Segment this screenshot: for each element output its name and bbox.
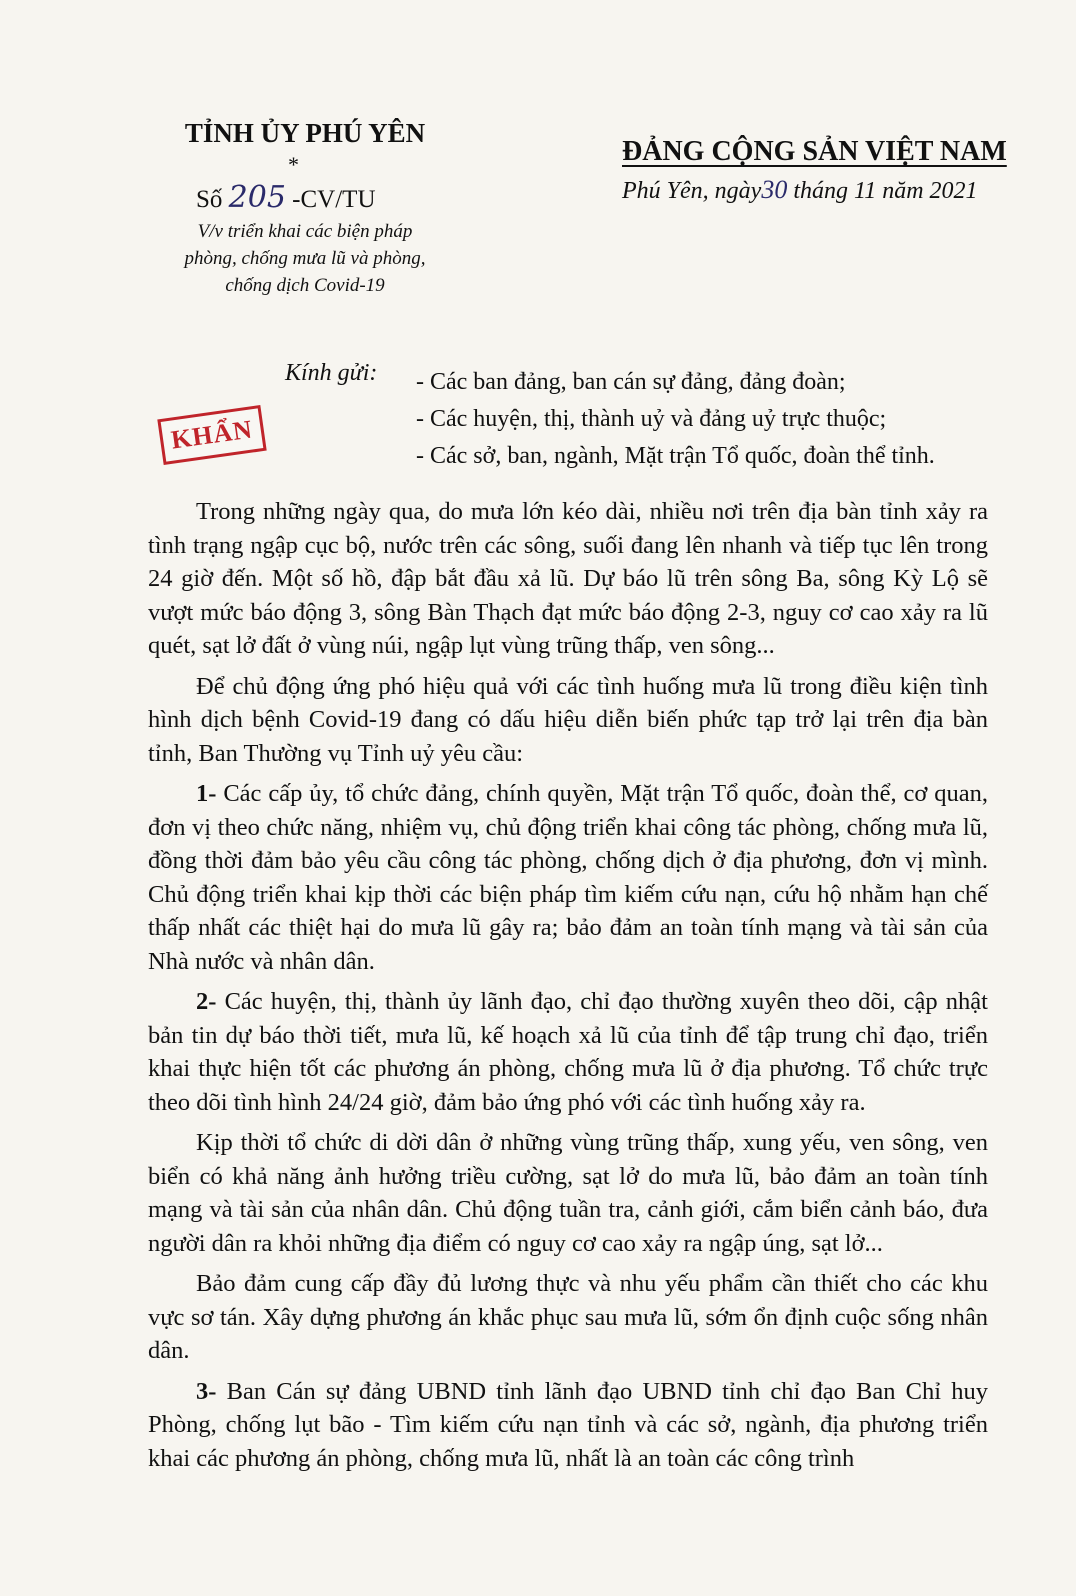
recipient-item: - Các huyện, thị, thành uỷ và đảng uỷ trực thuộc; (416, 406, 887, 432)
body-paragraph (148, 1267, 988, 1368)
body-paragraph (148, 670, 988, 771)
document-body (148, 495, 988, 1482)
body-paragraph (148, 495, 988, 663)
paragraph-text: Các cấp ủy, tổ chức đảng, chính quyền, Mặt trận Tổ quốc, đoàn thể, cơ quan, đơn vị theo chức năng, nhiệm vụ, chủ động triển khai công tác phòng, chống mưa lũ, đồng thời đảm bảo yêu cầu công tác phòng, chống dịch ở địa phương, đơn vị mình. Chủ động triển khai kịp thời các biện pháp tìm kiếm cứu nạn, cứu hộ nhằm hạn chế thấp nhất các thiệt hại do mưa lũ gây ra; bảo đảm an toàn tính mạng và tài sản của Nhà nước và nhân dân. (148, 780, 988, 975)
place-date-prefix: Phú Yên, ngày (622, 178, 762, 204)
paragraph-text: Các huyện, thị, thành ủy lãnh đạo, chỉ đạo thường xuyên theo dõi, cập nhật bản tin dự báo thời tiết, mưa lũ, kế hoạch xả lũ của tỉnh để tập trung chỉ đạo, triển khai thực hiện tốt các phương án phòng, chống mưa lũ ở địa phương. Tổ chức trực theo dõi tình hình 24/24 giờ, đảm bảo ứng phó với các tình huống xảy ra. (148, 988, 988, 1116)
urgent-stamp: KHẨN (157, 405, 266, 465)
place-date-suffix: tháng 11 năm 2021 (787, 178, 978, 204)
issuing-organization: TỈNH ỦY PHÚ YÊN (184, 118, 426, 148)
subject-line: chống dịch Covid-19 (225, 275, 385, 296)
body-paragraph (148, 1126, 988, 1260)
handwritten-day: 30 (761, 175, 788, 204)
party-name: ĐẢNG CỘNG SẢN VIỆT NAM (622, 136, 1007, 167)
handwritten-doc-number: 205 (228, 180, 286, 215)
paragraph-text: Để chủ động ứng phó hiệu quả với các tình huống mưa lũ trong điều kiện tình hình dịch bệnh Covid-19 đang có dấu hiệu diễn biến phức tạp trở lại trên địa bàn tỉnh, Ban Thường vụ Tỉnh uỷ yêu cầu: (148, 672, 988, 767)
recipients-list (416, 364, 935, 475)
paragraph-text: Trong những ngày qua, do mưa lớn kéo dài, nhiều nơi trên địa bàn tỉnh xảy ra tình trạng ngập cục bộ, nước trên các sông, suối đang lên nhanh và tiếp tục lên trong 24 giờ đến. Một số hồ, đập bắt đầu xả lũ. Dự báo lũ trên sông Ba, sông Kỳ Lộ sẽ vượt mức báo động 3, sông Bàn Thạch đạt mức báo động 2-3, nguy cơ cao xảy ra lũ quét, sạt lở đất ở vùng núi, ngập lụt vùng trũng thấp, ven sông... (148, 498, 988, 659)
doc-number-suffix: -CV/TU (292, 186, 376, 213)
body-paragraph (148, 777, 988, 978)
subject-line: V/v triển khai các biện pháp (197, 221, 413, 242)
paragraph-text: Ban Cán sự đảng UBND tỉnh lãnh đạo UBND tỉnh chỉ đạo Ban Chỉ huy Phòng, chống lụt bão - Tìm kiếm cứu nạn tỉnh và các sở, ngành, địa phương triển khai các phương án phòng, chống mưa lũ, nhất là an toàn các công trình (148, 1377, 988, 1472)
recipient-item: - Các sở, ban, ngành, Mặt trận Tổ quốc, đoàn thể tỉnh. (416, 443, 935, 469)
paragraph-text: Kịp thời tổ chức di dời dân ở những vùng trũng thấp, xung yếu, ven sông, ven biển có khả năng ảnh hưởng triều cường, sạt lở do mưa lũ, bảo đảm an toàn tính mạng và tài sản của nhân dân. Chủ động tuần tra, cảnh giới, cắm biển cảnh báo, đưa người dân ra khỏi những địa điểm có nguy cơ cao xảy ra ngập úng, sạt lở... (148, 1129, 988, 1257)
paragraph-number: 3- (196, 1377, 217, 1405)
recipient-item: - Các ban đảng, ban cán sự đảng, đảng đoàn; (416, 369, 846, 395)
body-paragraph (148, 1375, 988, 1476)
subject-line: phòng, chống mưa lũ và phòng, (184, 248, 426, 269)
paragraph-number: 1- (196, 780, 217, 807)
paragraph-text: Bảo đảm cung cấp đầy đủ lương thực và nhu yếu phẩm cần thiết cho các khu vực sơ tán. Xây dựng phương án khắc phục sau mưa lũ, sớm ổn định cuộc sống nhân dân. (148, 1270, 988, 1364)
paragraph-number: 2- (196, 988, 217, 1015)
recipients-label: Kính gửi: (285, 360, 378, 386)
place-date (622, 175, 978, 205)
doc-number-prefix: Số (196, 186, 223, 213)
document-subject (160, 218, 450, 299)
body-paragraph (148, 985, 988, 1119)
document-number (196, 180, 376, 215)
star-separator: * (288, 152, 299, 177)
